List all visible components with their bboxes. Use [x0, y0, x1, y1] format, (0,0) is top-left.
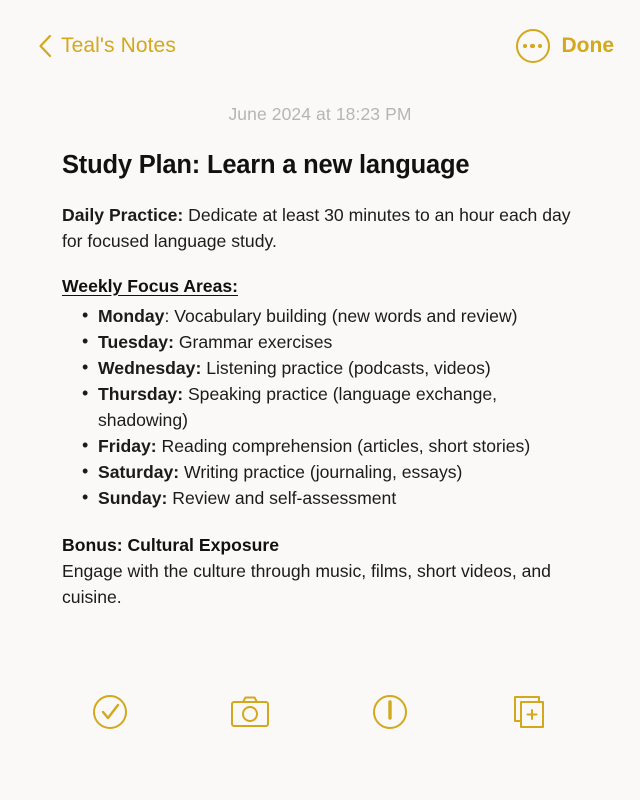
day-label: Sunday: — [98, 488, 168, 508]
done-button[interactable]: Done — [561, 34, 614, 57]
list-item — [62, 329, 578, 355]
navigation-bar — [0, 0, 640, 92]
dot-1 — [523, 44, 528, 49]
day-label: Wednesday: — [98, 358, 202, 378]
markup-pen-icon[interactable] — [364, 686, 416, 738]
daily-practice-text: Dedicate at least 30 minutes to an hour each day for focused language study. — [62, 205, 571, 251]
list-item — [62, 303, 578, 329]
list-item — [62, 459, 578, 485]
daily-practice-label: Daily Practice: — [62, 205, 184, 225]
ellipsis-circle-icon[interactable] — [516, 29, 550, 63]
day-text: Reading comprehension (articles, short stories) — [156, 436, 531, 456]
page-title: Study Plan: Learn a new language — [62, 151, 470, 179]
nav-right-group — [516, 29, 615, 63]
list-item — [62, 485, 578, 511]
day-text: Grammar exercises — [173, 332, 333, 352]
note-toolbar — [0, 682, 640, 742]
bonus-heading: Bonus: Cultural Exposure — [62, 535, 280, 555]
new-note-icon[interactable] — [504, 686, 556, 738]
dot-3 — [538, 44, 543, 49]
day-text: Writing practice (journaling, essays) — [179, 462, 463, 482]
back-button-label: Teal's Notes — [61, 34, 176, 57]
day-text: : Vocabulary building (new words and review) — [164, 306, 518, 326]
back-button[interactable] — [38, 34, 176, 58]
list-item — [62, 433, 578, 459]
note-timestamp: June 2024 at 18:23 PM — [228, 104, 412, 124]
day-text: Speaking practice (language exchange, shadowing) — [98, 384, 498, 430]
camera-icon[interactable] — [224, 686, 276, 738]
note-content[interactable] — [0, 92, 640, 610]
day-text: Listening practice (podcasts, videos) — [201, 358, 491, 378]
day-label: Monday — [98, 306, 165, 326]
day-label: Thursday: — [98, 384, 184, 404]
daily-practice-paragraph — [62, 202, 578, 254]
dot-2 — [530, 44, 535, 49]
checklist-icon[interactable] — [84, 686, 136, 738]
day-label: Friday: — [98, 436, 157, 456]
day-label: Saturday: — [98, 462, 180, 482]
day-text: Review and self-assessment — [167, 488, 397, 508]
list-item — [62, 381, 578, 433]
day-label: Tuesday: — [98, 332, 174, 352]
list-item — [62, 355, 578, 381]
chevron-left-icon — [38, 34, 52, 58]
bonus-paragraph: Engage with the culture through music, films, short videos, and cuisine. — [62, 561, 551, 607]
weekly-focus-heading: Weekly Focus Areas: — [62, 276, 239, 296]
weekly-focus-list — [62, 303, 578, 511]
